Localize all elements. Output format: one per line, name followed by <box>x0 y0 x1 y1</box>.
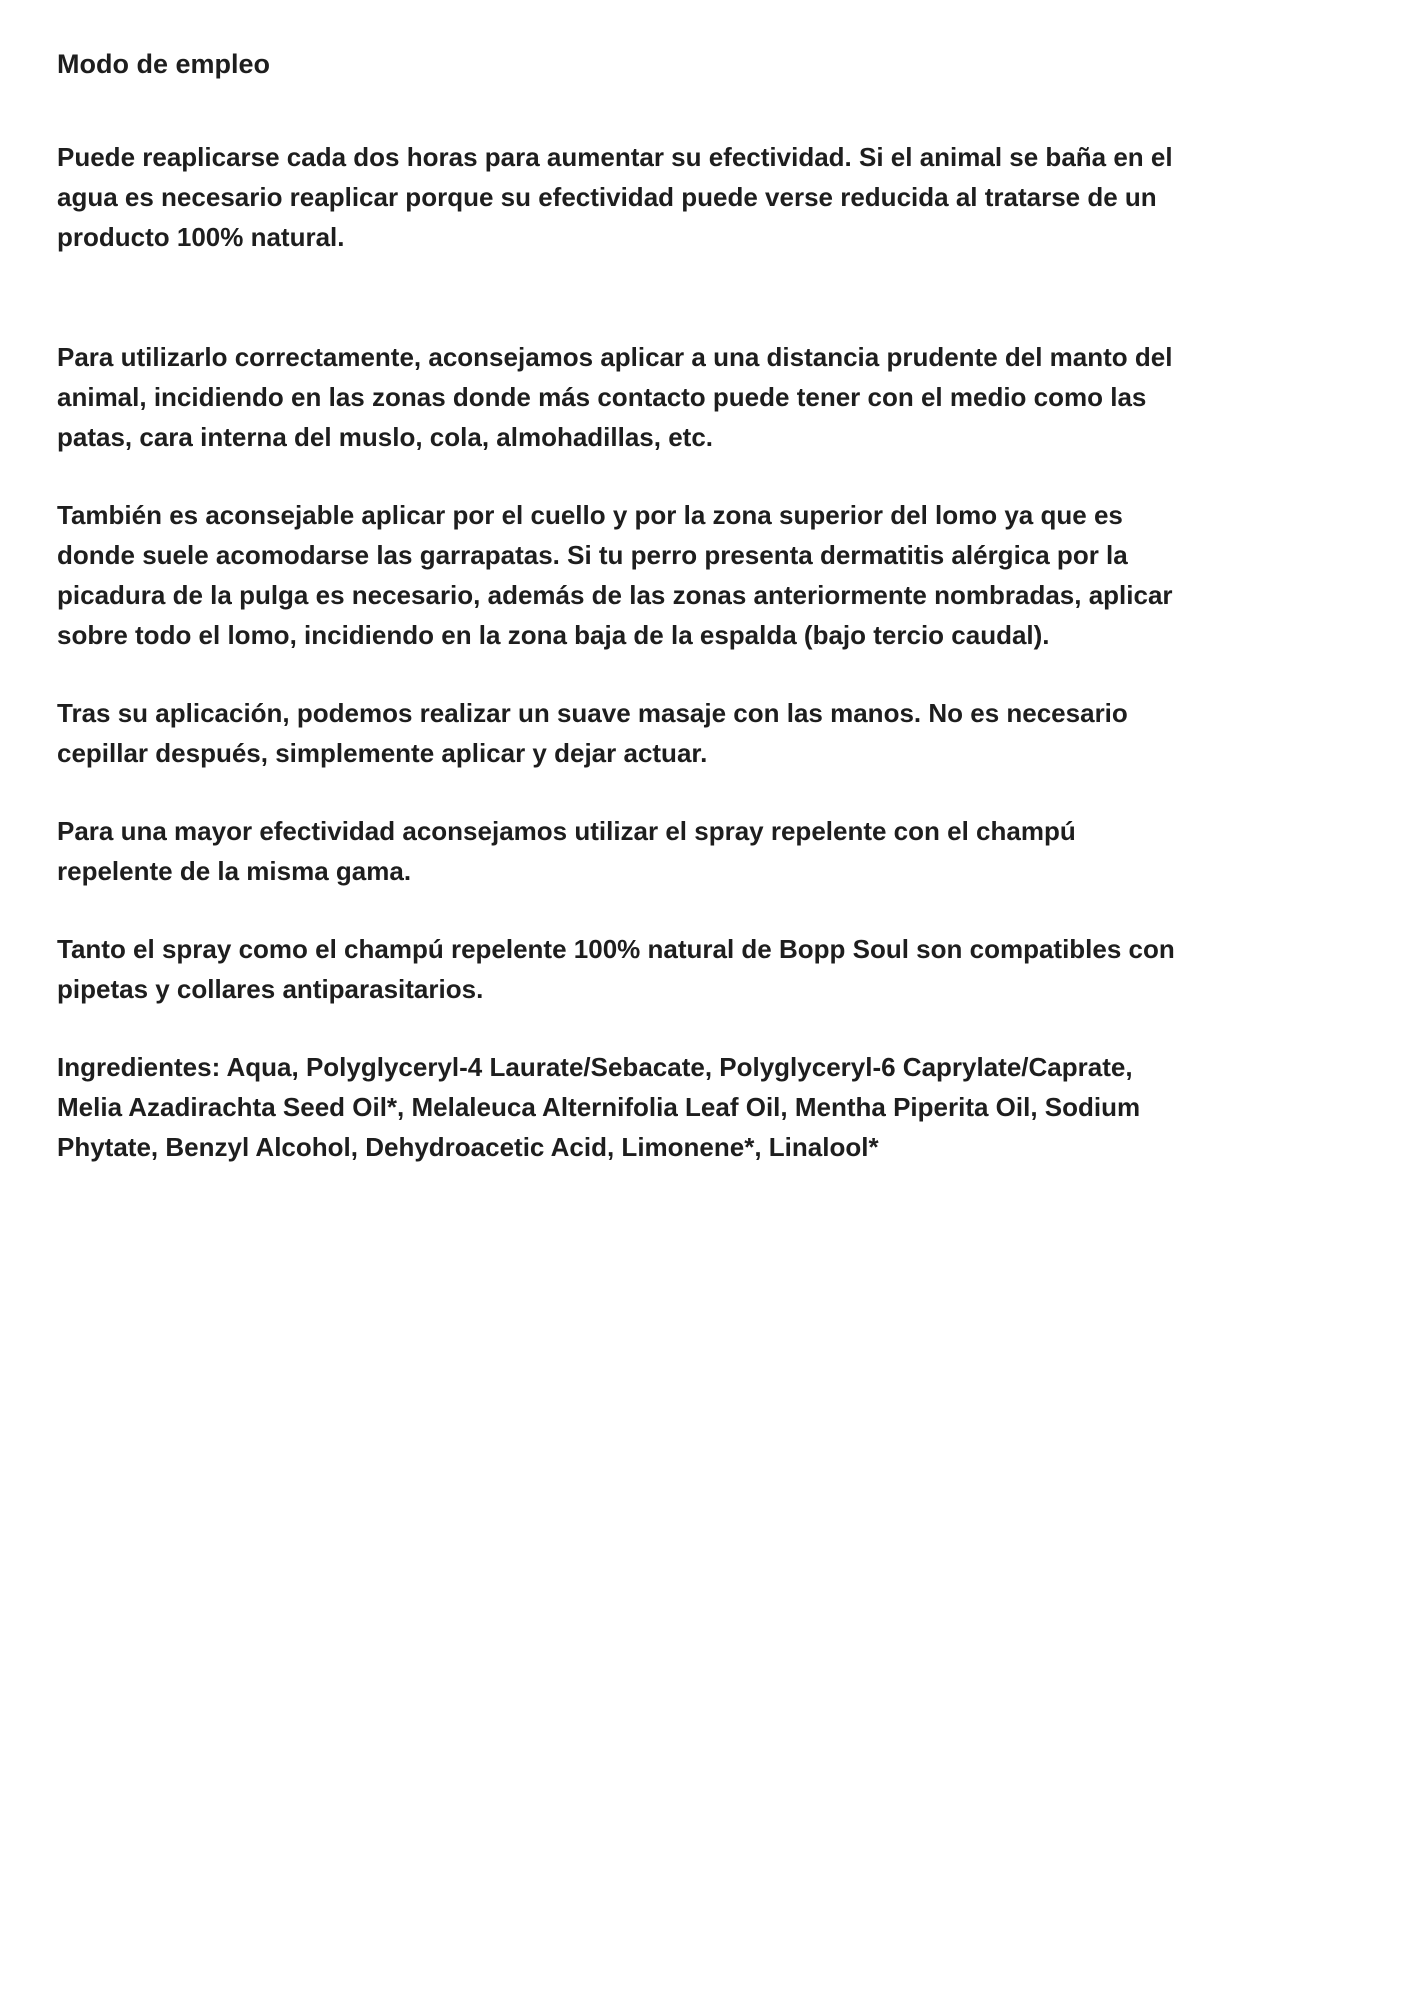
paragraph <box>57 693 1357 773</box>
paragraph-line: Tras su aplicación, podemos realizar un suave masaje con las manos. No es necesario <box>57 698 1128 728</box>
paragraph-line: agua es necesario reaplicar porque su efectividad puede verse reducida al tratarse de un <box>57 182 1157 212</box>
paragraph-line: Tanto el spray como el champú repelente 100% natural de Bopp Soul son compatibles con <box>57 934 1175 964</box>
paragraph-line: patas, cara interna del muslo, cola, almohadillas, etc. <box>57 422 714 452</box>
paragraph-line: animal, incidiendo en las zonas donde más contacto puede tener con el medio como las <box>57 382 1147 412</box>
paragraph-line: sobre todo el lomo, incidiendo en la zona baja de la espalda (bajo tercio caudal). <box>57 620 1050 650</box>
paragraph <box>57 811 1357 891</box>
paragraph-line: Ingredientes: Aqua, Polyglyceryl-4 Laurate/Sebacate, Polyglyceryl-6 Caprylate/Caprate, <box>57 1052 1133 1082</box>
document-paragraphs <box>57 137 1357 1167</box>
paragraph-line: También es aconsejable aplicar por el cuello y por la zona superior del lomo ya que es <box>57 500 1123 530</box>
paragraph-line: Phytate, Benzyl Alcohol, Dehydroacetic Acid, Limonene*, Linalool* <box>57 1132 879 1162</box>
paragraph <box>57 495 1357 655</box>
paragraph <box>57 1047 1357 1167</box>
paragraph <box>57 929 1357 1009</box>
paragraph-line: Puede reaplicarse cada dos horas para aumentar su efectividad. Si el animal se baña en el <box>57 142 1173 172</box>
paragraph-line: donde suele acomodarse las garrapatas. Si tu perro presenta dermatitis alérgica por la <box>57 540 1128 570</box>
paragraph <box>57 337 1357 457</box>
document-heading: Modo de empleo <box>57 49 271 79</box>
paragraph-line: pipetas y collares antiparasitarios. <box>57 974 484 1004</box>
paragraph-line: Melia Azadirachta Seed Oil*, Melaleuca Alternifolia Leaf Oil, Mentha Piperita Oil, Sodium <box>57 1092 1141 1122</box>
paragraph-line: cepillar después, simplemente aplicar y dejar actuar. <box>57 738 708 768</box>
paragraph-line: picadura de la pulga es necesario, además de las zonas anteriormente nombradas, aplicar <box>57 580 1173 610</box>
paragraph-line: producto 100% natural. <box>57 222 345 252</box>
paragraph-line: Para una mayor efectividad aconsejamos utilizar el spray repelente con el champú <box>57 816 1076 846</box>
paragraph-line: repelente de la misma gama. <box>57 856 412 886</box>
paragraph-line: Para utilizarlo correctamente, aconsejamos aplicar a una distancia prudente del manto del <box>57 342 1173 372</box>
paragraph <box>57 137 1357 257</box>
